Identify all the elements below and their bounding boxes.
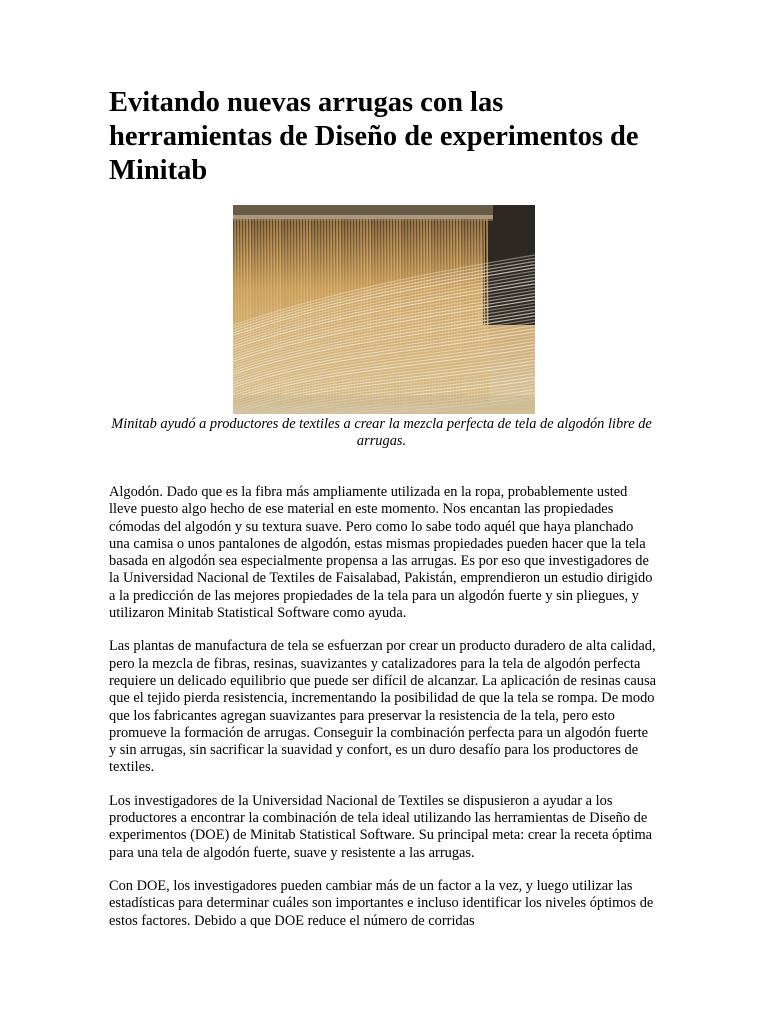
- figure-caption: Minitab ayudó a productores de textiles a crear la mezcla perfecta de tela de algodón libre de arrugas.: [111, 416, 652, 449]
- loom-photo: [233, 205, 535, 414]
- paragraph: Con DOE, los investigadores pueden cambiar más de un factor a la vez, y luego utilizar las estadísticas para determinar cuáles son importantes e incluso identificar los niveles óptimos de estos factores. Debido a que DOE reduce el número de corridas: [109, 877, 654, 929]
- paragraph: Los investigadores de la Universidad Nacional de Textiles se dispusieron a ayudar a los productores a encontrar la combinación de tela ideal utilizando las herramientas de Diseño de experimentos (DOE) de Minitab Statistical Software. Su principal meta: crear la receta óptima para una tela de algodón fuerte, suave y resistente a las arrugas.: [109, 792, 653, 861]
- paragraph: Algodón. Dado que es la fibra más ampliamente utilizada en la ropa, probablemente usted lleve puesto algo hecho de ese material en este momento. Nos encantan las propiedades cómodas del algodón y su textura suave. Pero como lo sabe todo aquél que haya planchado una camisa o unos pantalones de algodón, estas mismas propiedades pueden hacer que la tela basada en algodón sea especialmente propensa a las arrugas. Es por eso que investigadores de la Universidad Nacional de Textiles de Faisalabad, Pakistán, emprendieron un estudio dirigido a la predicción de las mejores propiedades de la tela para un algodón fuerte y sin pliegues, y utilizaron Minitab Statistical Software como ayuda.: [109, 484, 653, 622]
- paragraph: Las plantas de manufactura de tela se esfuerzan por crear un producto duradero de alta calidad, pero la mezcla de fibras, resinas, suavizantes y catalizadores para la tela de algodón perfecta requiere un delicado equilibrio que puede ser difícil de alcanzar. La aplicación de resinas causa que el tejido pierda resistencia, incrementando la posibilidad de que la tela se rompa. De modo que los fabricantes agregan suavizantes para preservar la resistencia de la tela, pero esto promueve la formación de arrugas. Conseguir la combinación perfecta para un algodón fuerte y sin arrugas, sin sacrificar la suavidad y confort, es un duro desafío para los productores de textiles.: [109, 638, 656, 776]
- page-title: Evitando nuevas arrugas con las herramientas de Diseño de experimentos de Minitab: [109, 87, 639, 186]
- article-body: [109, 484, 657, 946]
- loom-yarn-photo-icon: [233, 205, 535, 414]
